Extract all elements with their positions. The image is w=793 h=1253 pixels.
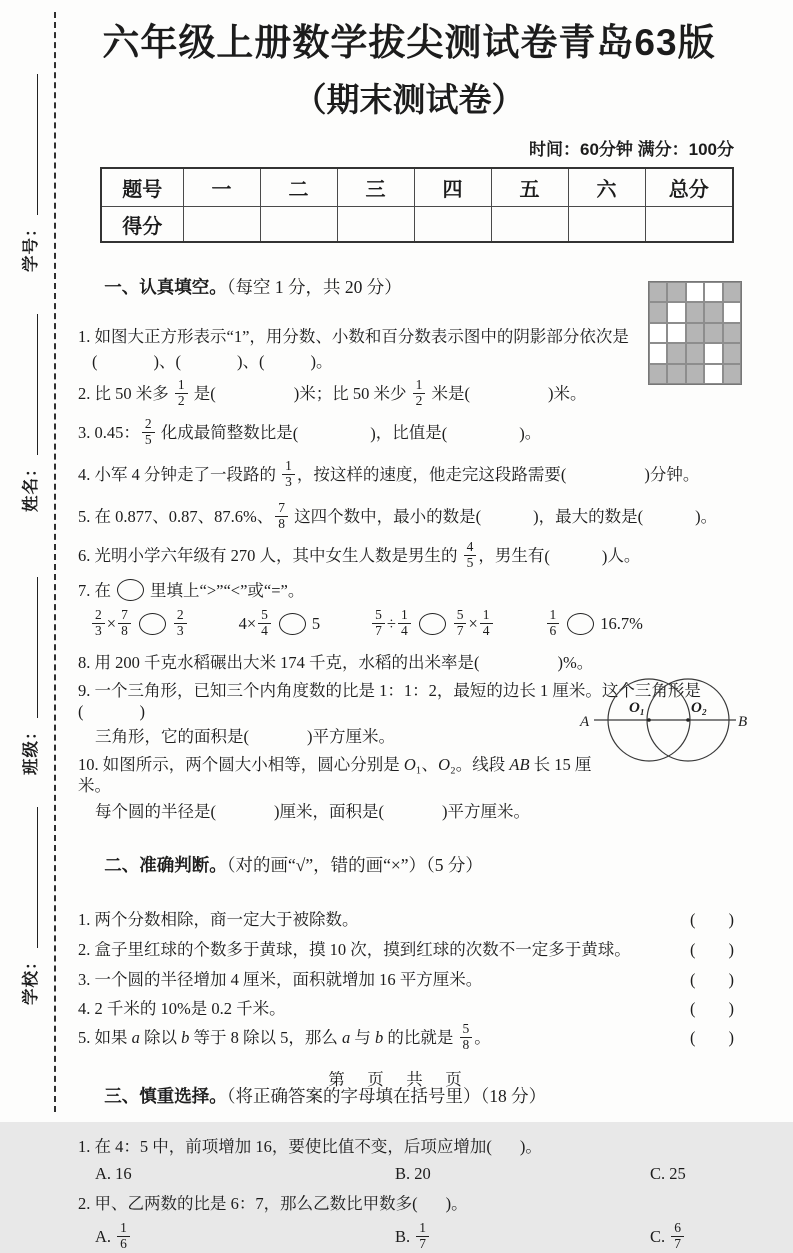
comparison-circle: [117, 579, 144, 601]
fraction: $\frac{1}{4}$: [480, 608, 493, 639]
grid-cell: [704, 364, 722, 384]
grid-cell: [667, 302, 685, 322]
question-line: 4. 小军 4 分钟走了一段路的 $\frac{1}{3}$ ，按这样的速度，他走完这段路需要( )分钟。: [78, 458, 700, 489]
question-line: 2. 比 50 米多 $\frac{1}{2}$ 是( )米；比 50 米少 $\frac{1}{2}$ 米是( )米。: [78, 376, 587, 408]
sidebar-field-class: [15, 575, 41, 775]
section-1-heading: [78, 253, 740, 320]
grid-cell: [667, 364, 685, 384]
question-line: 3. 0.45： $\frac{2}{5}$ 化成最简整数比是( )，比值是( )。: [78, 416, 542, 448]
fraction: $\frac{1}{6}$: [117, 1221, 130, 1252]
grid-cell: [704, 302, 722, 322]
comparison-circle: [279, 613, 306, 635]
question-line: 8. 用 200 千克水稻碾出大米 174 千克，水稻的出米率是( )%。: [78, 653, 594, 673]
fraction: $\frac{5}{4}$: [258, 608, 271, 639]
student-id-label: 学号：: [21, 219, 40, 272]
answer-blank: ( ): [474, 653, 563, 673]
fraction: $\frac{4}{5}$: [464, 540, 477, 571]
question-line: 三角形，它的面积是( )平方厘米。: [95, 727, 395, 747]
grid-cell: [686, 323, 704, 343]
comparison-circle: [139, 613, 166, 635]
judge-item: [78, 966, 740, 990]
fraction: $\frac{5}{7}$: [454, 608, 467, 639]
answer-blank: ( ): [486, 1136, 526, 1156]
score-table-header-row: [101, 168, 733, 207]
score-cell-empty: [183, 207, 260, 242]
score-header-cell: 三: [337, 168, 414, 207]
grid-cell: [667, 282, 685, 302]
choice-option: A. 16: [95, 1164, 132, 1184]
grid-cell: [649, 323, 667, 343]
judge-text: 3. 一个圆的半径增加 4 厘米，面积就增加 16 平方厘米。: [78, 970, 483, 990]
section-2-note: （对的画“√”，错的画“×”）（5 分）: [226, 855, 483, 876]
school-label: 学校：: [21, 952, 40, 1005]
grid-cell: [649, 343, 667, 363]
judge-item: [78, 1021, 740, 1055]
question-line: 6. 光明小学六年级有 270 人，其中女生人数是男生的 $\frac{4}{5}$ ，男生有( )人。: [78, 539, 641, 571]
choice-options-row: [78, 1164, 740, 1184]
question-line: $\frac{2}{3}$ × $\frac{7}{8}$ $\frac{2}{3}$ 4× $\frac{5}{4}$ 5 $\frac{5}{7}$ ÷ $\frac{1}{4}$ $\frac{5}{7}$ × $\frac{1}{4}$ $\frac{1}{6}$ 16.7%: [78, 610, 740, 641]
answer-blank: ( ): [175, 352, 243, 372]
grid-cell: [686, 302, 704, 322]
score-cell-empty: [645, 207, 733, 242]
footer-page-label: 第 页 共 页: [328, 1070, 465, 1089]
label-o2: O₂: [691, 700, 708, 716]
fraction: $\frac{2}{5}$: [142, 417, 155, 448]
score-header-cell: 四: [414, 168, 491, 207]
section-1-title: 一、认真填空。: [104, 276, 227, 297]
answer-blank: ( ): [560, 465, 650, 485]
fraction: $\frac{5}{8}$: [460, 1022, 473, 1053]
question-line: 每个圆的半径是( )厘米，面积是( )平方厘米。: [95, 801, 530, 821]
choice-option: B. 20: [395, 1164, 431, 1184]
student-id-blank-line: [37, 74, 38, 216]
judge-item: [78, 906, 740, 930]
score-table: [100, 167, 734, 243]
center-o2-dot: [686, 718, 690, 722]
answer-blank: ( ): [378, 801, 448, 821]
school-blank-line: [37, 807, 38, 949]
answer-blank: ( ): [210, 801, 280, 821]
question-line: 1. 如图大正方形表示“1”，用分数、小数和百分数表示图中的阴影部分依次是: [78, 326, 629, 346]
score-row-label: 得分: [101, 207, 183, 242]
exam-title: 六年级上册数学拔尖测试卷青岛63版: [102, 22, 716, 63]
section-2-heading: [78, 831, 740, 898]
question-line: 5. 在 0.877、0.87、87.6%、 $\frac{7}{8}$ 这四个数中，最小的数是( )，最大的数是( )。: [78, 499, 718, 531]
judge-item: [78, 995, 740, 1019]
answer-blank: ( ): [464, 383, 554, 403]
score-cell-empty: [260, 207, 337, 242]
center-o1-dot: [647, 718, 651, 722]
class-blank-line: [37, 577, 38, 719]
grid-cell: [723, 364, 741, 384]
question-line: ( )、( )、( )。: [92, 352, 333, 372]
exam-meta: 时间：60分钟 满分：100分: [529, 139, 734, 159]
choice-options-row: [78, 1219, 740, 1253]
fraction: $\frac{2}{3}$: [174, 608, 187, 639]
grid-cell: [704, 323, 722, 343]
judge-text: 4. 2 千米的 10%是 0.2 千米。: [78, 999, 286, 1019]
score-table-score-row: [101, 207, 733, 242]
section-3-title: 三、慎重选择。: [104, 1085, 227, 1106]
grid-cell: [649, 302, 667, 322]
fraction: $\frac{1}{2}$: [413, 378, 426, 409]
answer-blank: ( ): [441, 423, 525, 443]
answer-blank: ( ): [475, 506, 539, 526]
judge-answer-bracket: ( ): [690, 910, 734, 930]
sidebar-field-student-id: [15, 72, 41, 272]
judge-answer-bracket: ( ): [690, 999, 734, 1019]
answer-blank: ( ): [292, 423, 376, 443]
section-1-note: （每空 1 分，共 20 分）: [226, 276, 402, 297]
label-b: B: [738, 714, 748, 730]
exam-subtitle: （期末测试卷）: [293, 81, 525, 119]
answer-blank: ( ): [637, 506, 701, 526]
fraction: $\frac{2}{3}$: [92, 608, 105, 639]
grid-cell: [704, 343, 722, 363]
dashed-cut-line: [54, 12, 56, 1112]
fraction: $\frac{1}{6}$: [547, 608, 560, 639]
fraction: $\frac{1}{4}$: [398, 608, 411, 639]
grid-cell: [723, 323, 741, 343]
grid-cell: [704, 282, 722, 302]
choice-option: C. 25: [650, 1164, 686, 1184]
shaded-grid-figure: [648, 281, 742, 385]
judge-text: 2. 盒子里红球的个数多于黄球，摸 10 次，摸到红球的次数不一定多于黄球。: [78, 940, 631, 960]
comparison-circle: [567, 613, 594, 635]
judge-item: [78, 936, 740, 960]
grid-cell: [649, 364, 667, 384]
question-line: 2. 甲、乙两数的比是 6：7，那么乙数比甲数多( )。: [78, 1194, 468, 1214]
answer-blank: ( ): [78, 701, 145, 721]
score-header-cell: 六: [568, 168, 645, 207]
name-label: 姓名：: [21, 459, 40, 512]
judge-text: 1. 两个分数相除，商一定大于被除数。: [78, 910, 359, 930]
sidebar-field-school: [15, 805, 41, 1005]
choice-option: B. $\frac{1}{7}$: [395, 1223, 650, 1253]
choice-option: A. $\frac{1}{6}$: [95, 1223, 395, 1253]
grid-cell: [723, 343, 741, 363]
score-cell-empty: [568, 207, 645, 242]
score-cell-empty: [337, 207, 414, 242]
question-line: 9. 一个三角形，已知三个内角度数的比是 1：1：2，最短的边长 1 厘米。这个三角形是( ): [78, 680, 701, 721]
grid-cell: [723, 302, 741, 322]
label-o1: O₁: [628, 700, 645, 716]
score-cell-empty: [491, 207, 568, 242]
grid-cell: [667, 323, 685, 343]
grid-cell: [686, 282, 704, 302]
judge-answer-bracket: ( ): [690, 940, 734, 960]
grid-cell: [667, 343, 685, 363]
score-header-cell: 总分: [645, 168, 733, 207]
section-3-note: （将正确答案的字母填在括号里）（18 分）: [226, 1085, 547, 1106]
choice-option: C. $\frac{6}{7}$: [650, 1223, 740, 1253]
fraction: $\frac{1}{2}$: [175, 378, 188, 409]
score-cell-empty: [414, 207, 491, 242]
fraction: $\frac{7}{8}$: [275, 501, 288, 532]
grid-cell: [686, 343, 704, 363]
score-header-cell: 题号: [101, 168, 183, 207]
answer-blank: ( ): [412, 1194, 452, 1214]
label-a: A: [580, 714, 590, 730]
answer-blank: ( ): [243, 727, 313, 747]
score-header-cell: 一: [183, 168, 260, 207]
class-label: 班级：: [21, 722, 40, 775]
grid-cell: [723, 282, 741, 302]
judge-answer-bracket: ( ): [690, 970, 734, 990]
answer-blank: ( ): [92, 352, 159, 372]
question-line: 7. 在 里填上“>”“<”或“=”。: [78, 581, 305, 601]
score-header-cell: 二: [260, 168, 337, 207]
section-2-title: 二、准确判断。: [104, 855, 227, 876]
fraction: $\frac{7}{8}$: [118, 608, 131, 639]
grid-cell: [649, 282, 667, 302]
fraction: $\frac{6}{7}$: [671, 1221, 684, 1252]
answer-blank: ( ): [259, 352, 316, 372]
answer-blank: ( ): [210, 383, 300, 403]
fraction: $\frac{1}{3}$: [282, 459, 295, 490]
fraction: $\frac{1}{7}$: [416, 1221, 429, 1252]
comparison-circle: [419, 613, 446, 635]
score-header-cell: 五: [491, 168, 568, 207]
judge-answer-bracket: ( ): [690, 1028, 734, 1048]
two-circles-figure: [578, 661, 753, 776]
answer-blank: ( ): [544, 546, 608, 566]
question-line: 10. 如图所示，两个圆大小相等，圆心分别是 O₁、O₂。线段 AB 长 15 厘米。: [78, 754, 592, 796]
sidebar-field-name: [15, 312, 41, 512]
fraction: $\frac{5}{7}$: [372, 608, 385, 639]
name-blank-line: [37, 314, 38, 456]
judge-text: 5. 如果 a 除以 b 等于 8 除以 5，那么 a 与 b 的比就是 $\frac{5}{8}$ 。: [78, 1021, 491, 1052]
question-line: 1. 在 4：5 中，前项增加 16，要使比值不变，后项应增加( )。: [78, 1136, 542, 1156]
grid-cell: [686, 364, 704, 384]
